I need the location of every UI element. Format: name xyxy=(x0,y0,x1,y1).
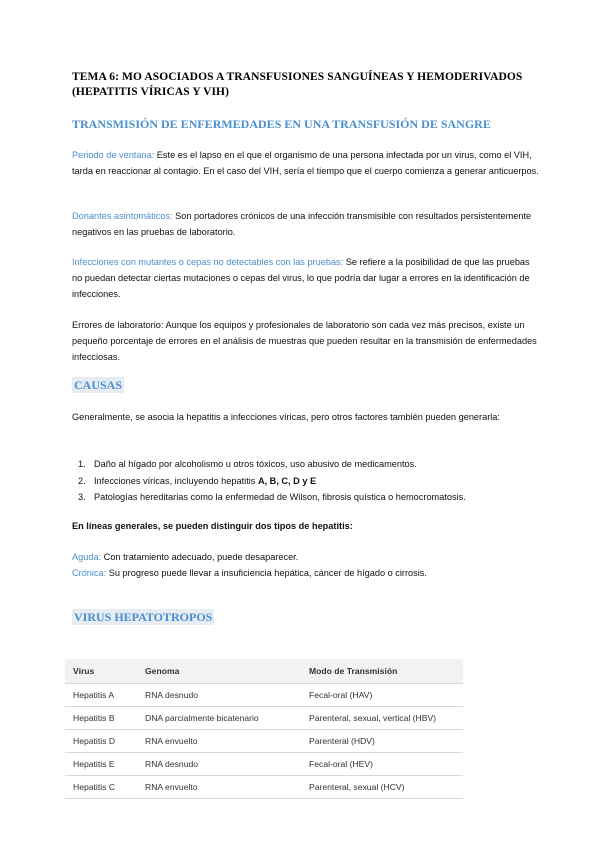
table-row xyxy=(65,776,463,799)
table-cell: Fecal-oral (HEV) xyxy=(301,753,463,776)
virus-table xyxy=(65,659,463,799)
table-header-row xyxy=(65,659,463,684)
paragraph-tipo-cronica xyxy=(72,565,542,581)
paragraph-causas-intro: Generalmente, se asocia la hepatitis a infecciones víricas, pero otros factores también pueden generarla: xyxy=(72,412,500,422)
table-cell: DNA parcialmente bicatenario xyxy=(137,707,301,730)
list-number: 3. xyxy=(78,492,86,502)
paragraph-types-intro: En líneas generales, se pueden distinguir dos tipos de hepatitis: xyxy=(72,521,353,531)
list-text: Daño al hígado por alcoholismo u otros tóxicos, uso abusivo de medicamentos. xyxy=(94,459,417,469)
section-heading-transmision: TRANSMISIÓN DE ENFERMEDADES EN UNA TRANSFUSIÓN DE SANGRE xyxy=(72,117,491,131)
paragraph-text: Este es el lapso en el que el organismo de una persona infectada por un virus, como el VIH, tarda en reaccionar al contagio. En el caso del VIH, sería el tiempo que el cuerpo comienza a generar anticuerpos. xyxy=(72,150,539,176)
paragraph-donantes xyxy=(72,208,542,240)
paragraph-tipo-aguda xyxy=(72,549,542,565)
paragraph-text: Errores de laboratorio: Aunque los equipos y profesionales de laboratorio son cada vez más precisos, existe un pequeño porcentaje de errores en el análisis de muestras que pueden resultar en la transmisión de enfermedades infecciosas. xyxy=(72,320,537,362)
term-aguda: Aguda: xyxy=(72,552,102,562)
table-cell: RNA desnudo xyxy=(137,684,301,707)
term-mutantes: Infecciones con mutantes o cepas no detectables con las pruebas: xyxy=(72,257,344,267)
table-cell: RNA envuelto xyxy=(137,776,301,799)
paragraph-errores xyxy=(72,317,542,365)
term-periodo-ventana: Periodo de ventana: xyxy=(72,150,155,160)
document-title: TEMA 6: MO ASOCIADOS A TRANSFUSIONES SANGUÍNEAS Y HEMODERIVADOS (HEPATITIS VÍRICAS Y VIH) xyxy=(72,71,523,98)
table-cell: Hepatitis E xyxy=(65,753,137,776)
section-heading-virus xyxy=(72,610,214,625)
table-cell: Hepatitis D xyxy=(65,730,137,753)
causes-list xyxy=(72,456,532,506)
table-cell: RNA envuelto xyxy=(137,730,301,753)
list-text: Patologías hereditarias como la enfermedad de Wilson, fibrosis quística o hemocromatosis. xyxy=(94,492,466,502)
paragraph-text: Se refiere a la posibilidad de que las pruebas no puedan detectar ciertas mutaciones o cepas del virus, lo que podría dar lugar a errores en la identificación de infecciones. xyxy=(72,257,530,299)
heading-text: VIRUS HEPATOTROPOS xyxy=(74,610,213,624)
heading-text: CAUSAS xyxy=(74,378,123,392)
term-cronica: Crónica: xyxy=(72,568,107,578)
table-cell: Parenteral (HDV) xyxy=(301,730,463,753)
list-text-bold: A, B, C, D y E xyxy=(257,475,317,486)
list-number: 2. xyxy=(78,475,86,486)
paragraph-mutantes xyxy=(72,254,542,302)
column-header-transmision: Modo de Transmisión xyxy=(301,659,463,684)
paragraph-text: Su progreso puede llevar a insuficiencia hepática, cáncer de hígado o cirrosis. xyxy=(106,568,427,578)
column-header-virus: Virus xyxy=(65,659,137,684)
table-cell: Parenteral, sexual (HCV) xyxy=(301,776,463,799)
table-row xyxy=(65,730,463,753)
table-cell: Hepatitis C xyxy=(65,776,137,799)
table-cell: Hepatitis A xyxy=(65,684,137,707)
section-heading-causas xyxy=(72,378,124,393)
list-item xyxy=(72,456,532,473)
table-cell: Fecal-oral (HAV) xyxy=(301,684,463,707)
list-item xyxy=(72,473,532,490)
term-donantes: Donantes asintomáticos: xyxy=(72,211,173,221)
paragraph-text: Con tratamiento adecuado, puede desaparecer. xyxy=(101,552,299,562)
paragraph-text: Son portadores crónicos de una infección transmisible con resultados persistentemente negativos en las pruebas de laboratorio. xyxy=(72,211,532,237)
table-cell: Hepatitis B xyxy=(65,707,137,730)
list-text: Infecciones víricas, incluyendo hepatitis xyxy=(94,475,258,486)
column-header-genoma: Genoma xyxy=(137,659,301,684)
table-row xyxy=(65,684,463,707)
table-cell: Parenteral, sexual, vertical (HBV) xyxy=(301,707,463,730)
list-item xyxy=(72,489,532,506)
table-row xyxy=(65,707,463,730)
list-number: 1. xyxy=(78,459,86,469)
paragraph-periodo-ventana xyxy=(72,147,542,179)
table-cell: RNA desnudo xyxy=(137,753,301,776)
table-row xyxy=(65,753,463,776)
